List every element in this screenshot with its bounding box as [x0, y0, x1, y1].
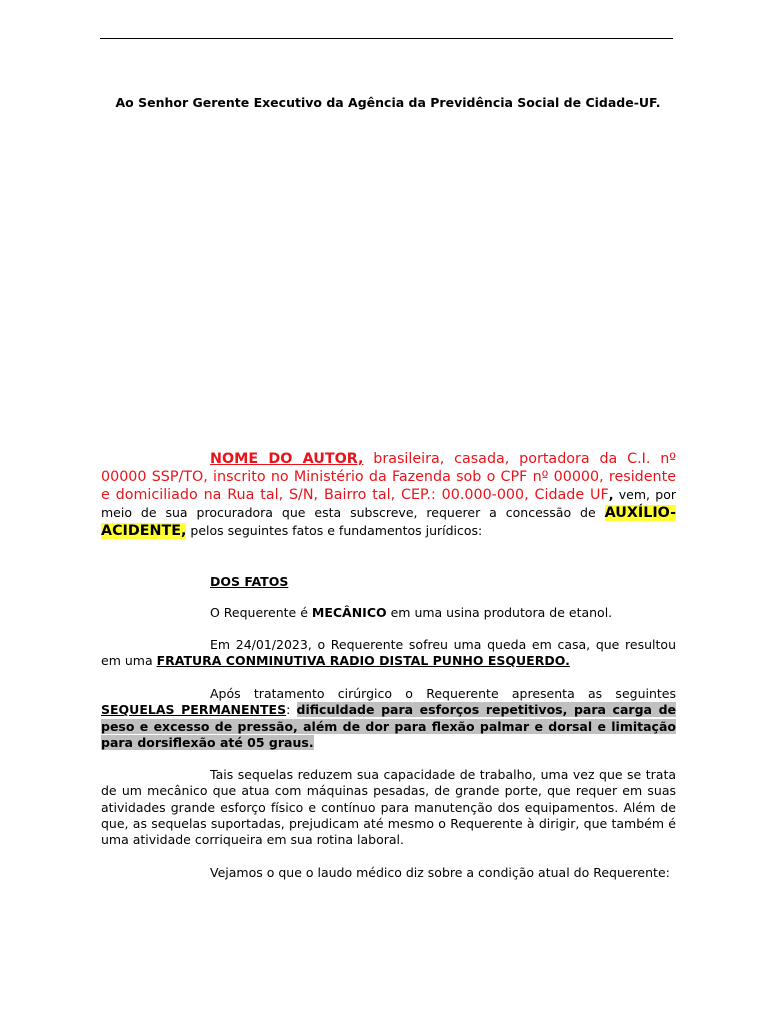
intro-closing: pelos seguintes fatos e fundamentos jurídicos:: [186, 523, 483, 538]
request-text: vem, por meio de sua procuradora que esta subscreve, requerer a concessão de: [101, 487, 676, 520]
author-details: brasileira, casada, portadora da C.I. nº 00000 SSP/TO, inscrito no Ministério da Fazenda sob o CPF nº 00000, residente e domiciliado na Rua tal, S/N, Bairro tal, CEP.: 00.000-000, Cidade UF: [101, 451, 676, 503]
fact-paragraph-capacity: Tais sequelas reduzem sua capacidade de trabalho, uma vez que se trata de um mecânico que atua com máquinas pesadas, de grande porte, que requer em suas atividades grande esforço físico e contínuo para manutenção dos equipamentos. Além de que, as sequelas suportadas, prejudicam até mesmo o Requerente à dirigir, que também é uma atividade corriqueira em sua rotina laboral.: [101, 767, 676, 848]
section-heading-facts: DOS FATOS: [210, 574, 289, 589]
sequelae-colon: :: [286, 702, 297, 718]
profession: MECÂNICO: [311, 605, 387, 620]
author-comma: ,: [608, 487, 614, 502]
fact-3-before: Após tratamento cirúrgico o Requerente apresenta as seguintes: [210, 686, 676, 701]
fact-1-after: em uma usina produtora de etanol.: [386, 605, 613, 620]
fact-paragraph-sequelae: [101, 686, 676, 751]
fact-paragraph-accident: [101, 637, 676, 670]
fact-2-before: Em 24/01/2023, o Requerente sofreu uma queda em casa, que resultou em uma: [101, 637, 676, 669]
sequelae-details: dificuldade para esforços repetitivos, para carga de peso e excesso de pressão, além de dor para flexão palmar e dorsal e limitação para dorsiflexão até 05 graus.: [101, 702, 676, 750]
intro-paragraph: [101, 450, 676, 540]
fact-paragraph-report: Vejamos o que o laudo médico diz sobre a condição atual do Requerente:: [210, 865, 670, 880]
benefit-name: AUXÍLIO-ACIDENTE,: [101, 505, 676, 539]
sequelae-label: SEQUELAS PERMANENTES: [101, 702, 287, 718]
fact-1-before: O Requerente é: [210, 605, 312, 620]
fact-paragraph-profession: [101, 605, 676, 621]
addressee-line: Ao Senhor Gerente Executivo da Agência da Previdência Social de Cidade-UF.: [115, 95, 661, 110]
top-horizontal-rule: [100, 38, 673, 39]
author-name: NOME DO AUTOR,: [210, 451, 364, 467]
injury: FRATURA CONMINUTIVA RADIO DISTAL PUNHO ESQUERDO.: [156, 653, 570, 669]
